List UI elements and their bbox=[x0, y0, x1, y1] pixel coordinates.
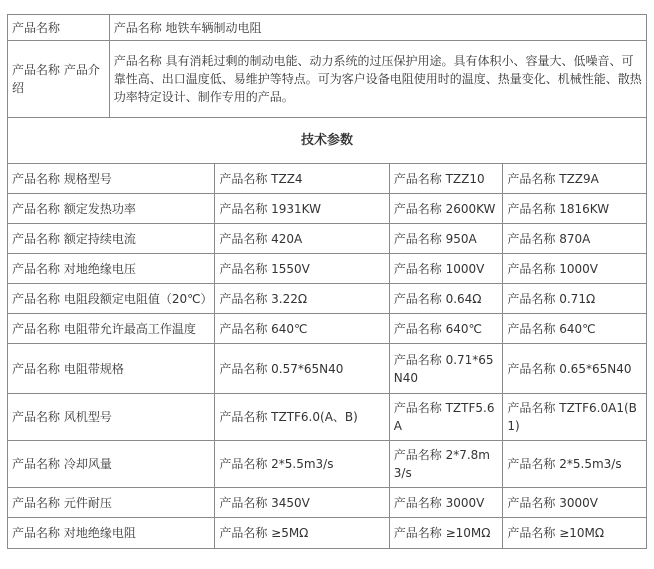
spec-label: 产品名称 元件耐压 bbox=[8, 488, 215, 518]
spec-value: 产品名称 2*5.5m3/s bbox=[503, 441, 646, 488]
table-row bbox=[8, 15, 646, 41]
spec-value: 产品名称 ≥5MΩ bbox=[215, 518, 389, 548]
spec-value: 产品名称 640℃ bbox=[503, 314, 646, 344]
table-row bbox=[8, 164, 646, 194]
spec-value: 产品名称 TZZ9A bbox=[503, 164, 646, 194]
spec-value: 产品名称 1931KW bbox=[215, 194, 389, 224]
spec-value: 产品名称 950A bbox=[390, 224, 504, 254]
spec-value: 产品名称 640℃ bbox=[390, 314, 504, 344]
product-intro-label: 产品名称 产品介绍 bbox=[8, 41, 110, 118]
spec-value: 产品名称 ≥10MΩ bbox=[507, 526, 605, 540]
spec-value: 产品名称 0.64Ω bbox=[390, 284, 504, 314]
spec-value: 产品名称 2*5.5m3/s bbox=[215, 441, 389, 488]
spec-label: 产品名称 额定发热功率 bbox=[8, 194, 215, 224]
spec-value: 产品名称 TZZ4 bbox=[215, 164, 389, 194]
spec-label: 产品名称 风机型号 bbox=[8, 394, 215, 441]
spec-value: 产品名称 TZTF6.0(A、B) bbox=[215, 394, 389, 441]
spec-section-title: 技术参数 bbox=[8, 118, 646, 164]
spec-value: 产品名称 2600KW bbox=[390, 194, 504, 224]
spec-value: 产品名称 420A bbox=[215, 224, 389, 254]
table-row bbox=[8, 118, 646, 164]
spec-value: 产品名称 ≥10MΩ bbox=[390, 518, 504, 548]
table-row bbox=[8, 441, 646, 488]
table-row bbox=[8, 344, 646, 394]
table-row bbox=[8, 254, 646, 284]
table-row bbox=[8, 224, 646, 254]
spec-label: 产品名称 电阻段额定电阻值（20℃） bbox=[8, 284, 215, 314]
spec-value: 产品名称 3450V bbox=[215, 488, 389, 518]
spec-label: 产品名称 对地绝缘电阻 bbox=[8, 518, 215, 548]
spec-label: 产品名称 额定持续电流 bbox=[8, 224, 215, 254]
spec-value: 产品名称 TZTF5.6A bbox=[390, 394, 504, 441]
spec-label: 产品名称 对地绝缘电压 bbox=[8, 254, 215, 284]
product-name-value: 产品名称 地铁车辆制动电阻 bbox=[110, 15, 646, 41]
spec-sheet-full bbox=[7, 14, 647, 549]
table-row bbox=[8, 488, 646, 518]
spec-label: 产品名称 电阻带规格 bbox=[8, 344, 215, 394]
table-row bbox=[8, 194, 646, 224]
spec-value: 产品名称 1550V bbox=[215, 254, 389, 284]
product-intro-text: 产品名称 具有消耗过剩的制动电能、动力系统的过压保护用途。具有体积小、容量大、低噪音、可靠性高、出口温度低、易维护等特点。可为客户设备电阻使用时的温度、热量变化、机械性能、散热功率特定设计、制作专用的产品。 bbox=[110, 41, 646, 118]
spec-value: 产品名称 1000V bbox=[390, 254, 504, 284]
spec-value: 产品名称 TZTF6.0A1(B1) bbox=[503, 394, 646, 441]
spec-label: 产品名称 规格型号 bbox=[8, 164, 215, 194]
table-row bbox=[8, 314, 646, 344]
spec-value: 产品名称 TZZ10 bbox=[390, 164, 504, 194]
spec-value: 产品名称 3000V bbox=[503, 488, 646, 518]
spec-value: 产品名称 0.57*65N40 bbox=[215, 344, 389, 394]
product-name-label: 产品名称 bbox=[8, 15, 110, 41]
spec-value: 产品名称 870A bbox=[503, 224, 646, 254]
spec-value: 产品名称 3000V bbox=[390, 488, 504, 518]
table-row bbox=[8, 41, 646, 118]
spec-value: 产品名称 0.71Ω bbox=[503, 284, 646, 314]
spec-value: 产品名称 1000V bbox=[503, 254, 646, 284]
spec-value: 产品名称 3.22Ω bbox=[215, 284, 389, 314]
table-row bbox=[8, 518, 646, 548]
spec-value: 产品名称 0.65*65N40 bbox=[503, 344, 646, 394]
spec-value: 产品名称 0.71*65N40 bbox=[390, 344, 504, 394]
spec-value: 产品名称 640℃ bbox=[215, 314, 389, 344]
table-row bbox=[8, 394, 646, 441]
spec-value: 产品名称 1816KW bbox=[503, 194, 646, 224]
spec-label: 产品名称 冷却风量 bbox=[8, 441, 215, 488]
spec-label: 产品名称 电阻带允许最高工作温度 bbox=[8, 314, 215, 344]
spec-value: 产品名称 2*7.8m3/s bbox=[390, 441, 504, 488]
spec-table bbox=[7, 14, 647, 549]
table-row bbox=[8, 284, 646, 314]
